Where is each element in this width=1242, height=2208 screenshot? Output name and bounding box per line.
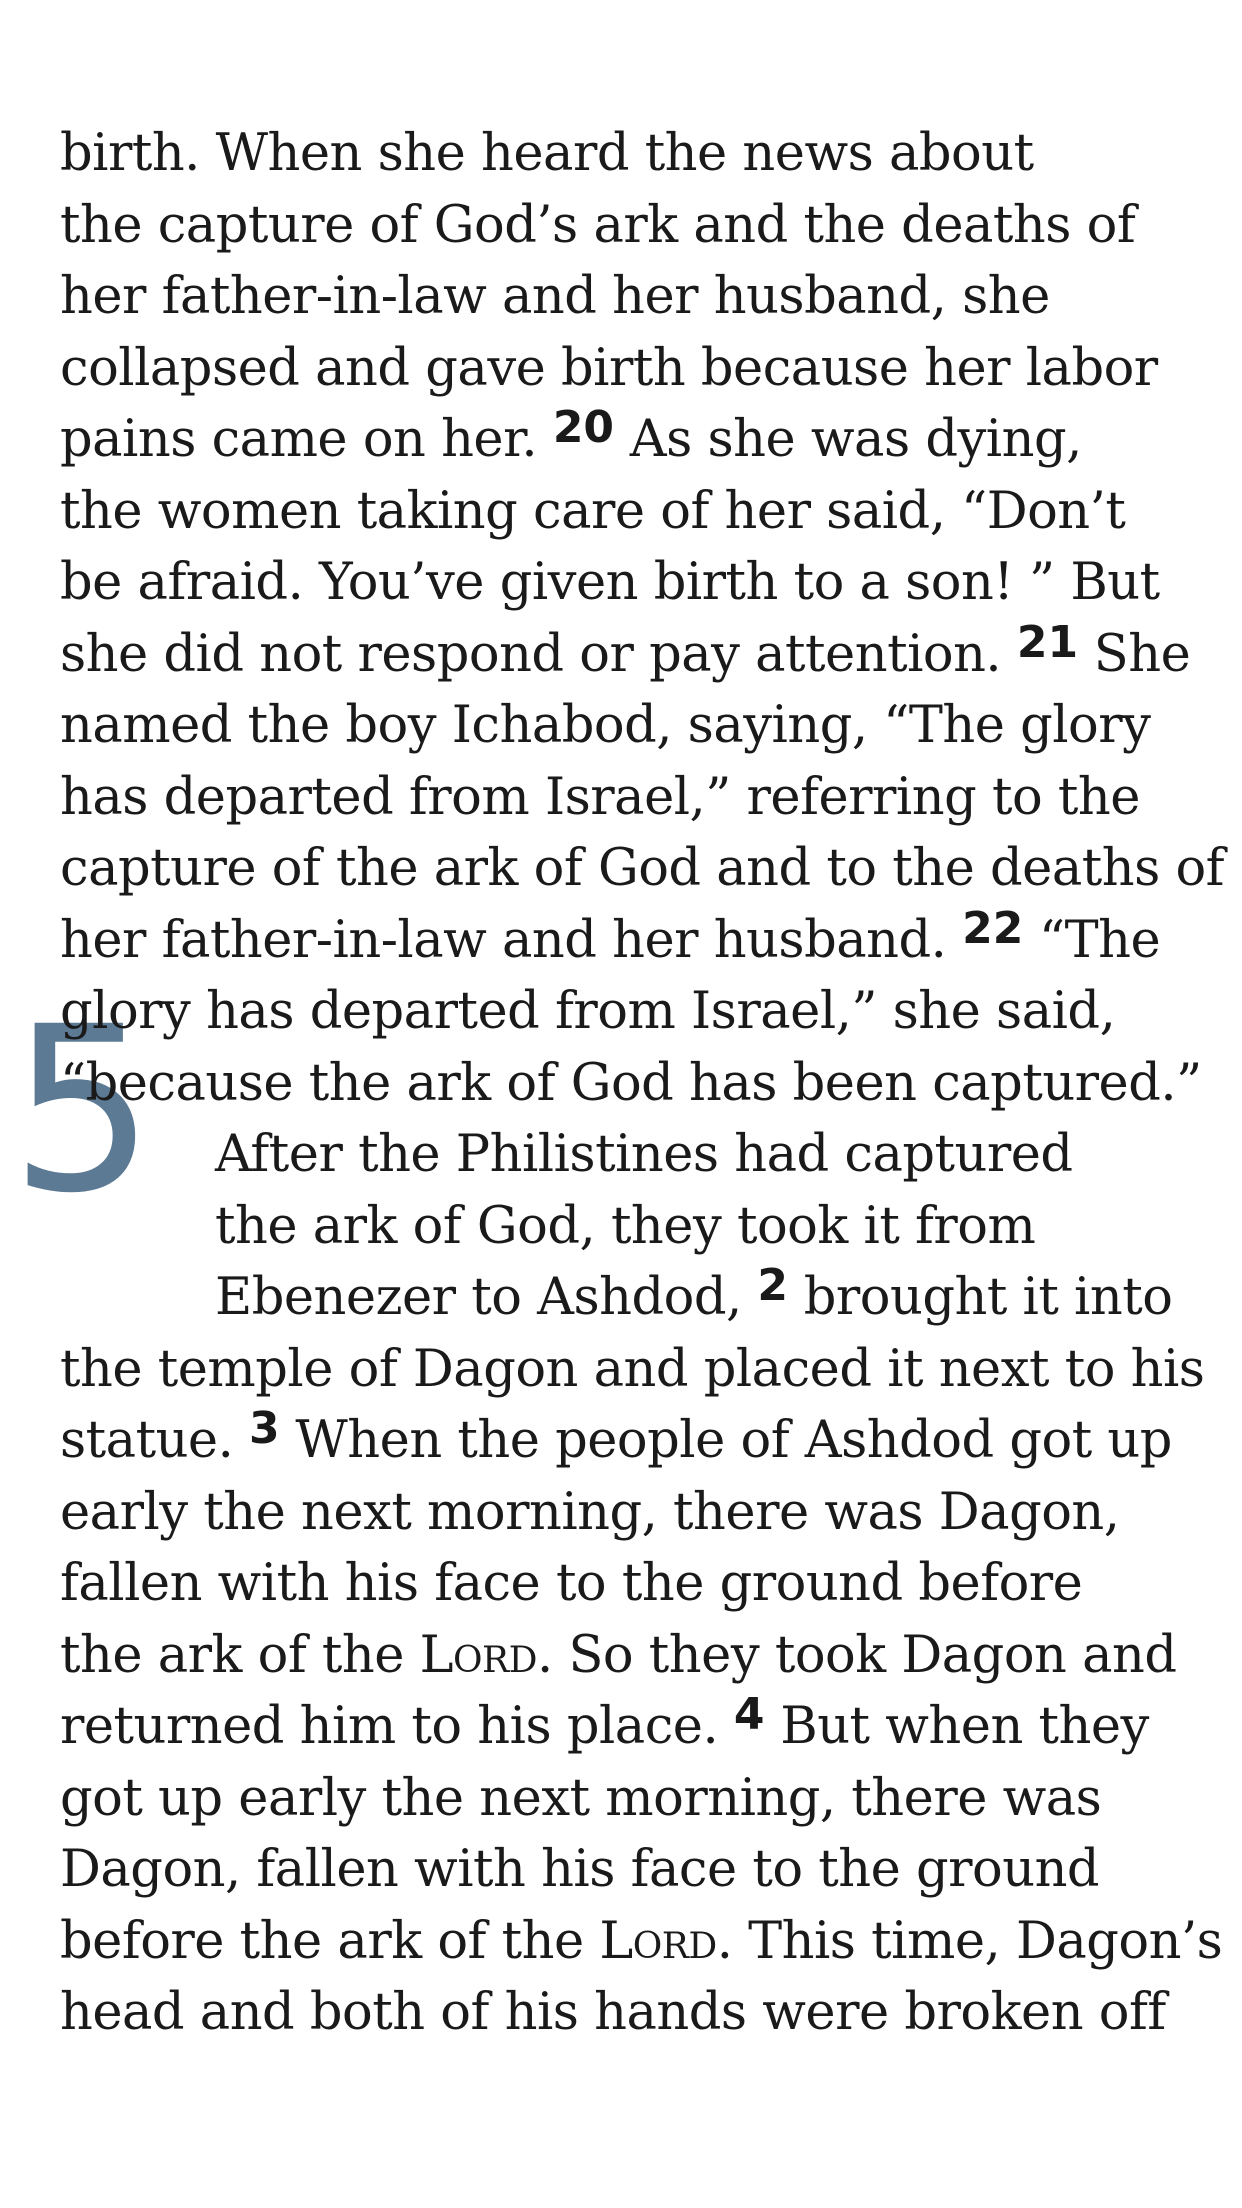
text-segment: statue. [60, 1411, 250, 1470]
text-line [60, 690, 1190, 762]
text-line [60, 762, 1190, 834]
verse-number: 4 [733, 1689, 765, 1740]
text-line [60, 1262, 1190, 1334]
text-line [60, 1477, 1190, 1549]
text-segment: before the ark of the [60, 1911, 600, 1971]
verse-number: 21 [1016, 616, 1079, 668]
text-line [60, 190, 1190, 262]
text-segment: fallen with his face to the ground before [60, 1554, 1083, 1613]
chapter-number-dropcap: 5 [10, 977, 156, 1243]
text-segment: named the boy Ichabod, saying, “The glory [60, 696, 1151, 755]
text-segment: She [1078, 624, 1191, 684]
text-segment: head and both of his hands were broken off [60, 1983, 1166, 2042]
text-line [60, 1834, 1190, 1906]
text-line [60, 261, 1190, 333]
text-segment: “The [1023, 910, 1161, 970]
text-segment: birth. When she heard the news about [60, 124, 1034, 183]
text-segment: When the people of Ashdod got up [279, 1411, 1172, 1470]
text-line [60, 1691, 1190, 1763]
text-segment: But when they [764, 1697, 1149, 1756]
text-line [60, 1405, 1190, 1477]
text-line [60, 1548, 1190, 1620]
text-line [60, 1763, 1190, 1835]
text-segment: glory has departed from Israel,” she said, [60, 982, 1116, 1041]
text-segment: got up early the next morning, there was [60, 1768, 1102, 1828]
text-line [60, 1620, 1190, 1692]
text-segment: . This time, Dagon’s [716, 1911, 1223, 1971]
text-segment: the ark of God, they took it from [215, 1196, 1036, 1256]
text-segment: her father-in-law and her husband, she [60, 267, 1050, 326]
scripture-text [60, 118, 1225, 2049]
text-segment: brought it into [788, 1268, 1173, 1327]
text-segment: the temple of Dagon and placed it next to his [60, 1339, 1205, 1399]
text-segment: has departed from Israel,” referring to the [60, 767, 1140, 827]
text-segment: early the next morning, there was Dagon, [60, 1482, 1120, 1542]
text-segment: As she was dying, [614, 410, 1082, 469]
text-line [60, 1977, 1190, 2049]
text-line [60, 1906, 1223, 1978]
text-line [60, 1119, 1190, 1191]
text-segment: the ark of the [60, 1625, 420, 1685]
verse-number: 2 [757, 1260, 789, 1311]
text-segment: “because the ark of God has been captured.” [60, 1053, 1202, 1113]
text-segment: Dagon, fallen with his face to the ground [60, 1840, 1100, 1899]
text-segment: the women taking care of her said, “Don’t [60, 481, 1126, 541]
text-segment: . So they took Dagon and [537, 1625, 1177, 1685]
text-segment: collapsed and gave birth because her labor [60, 338, 1158, 398]
text-segment: pains came on her. [60, 410, 553, 469]
text-segment: returned him to his place. [60, 1697, 734, 1756]
text-line [60, 833, 1225, 905]
text-line [60, 1334, 1205, 1406]
verse-number: 3 [249, 1403, 280, 1454]
text-segment: Ebenezer to Ashdod, [215, 1268, 758, 1327]
text-segment: After the Philistines had captured [215, 1125, 1073, 1184]
text-line [60, 476, 1190, 548]
text-segment: her father-in-law and her husband. [60, 910, 963, 970]
verse-number: 22 [962, 902, 1024, 954]
text-segment: the capture of God’s ark and the deaths of [60, 195, 1136, 255]
text-line [60, 547, 1190, 619]
text-line [60, 1191, 1190, 1263]
text-line [60, 333, 1190, 405]
text-line [60, 118, 1190, 190]
divine-name: Lord [599, 1911, 717, 1971]
text-segment: capture of the ark of God and to the deaths of [60, 839, 1225, 898]
divine-name: Lord [419, 1625, 538, 1685]
text-line [60, 404, 1190, 476]
text-segment: she did not respond or pay attention. [60, 624, 1017, 684]
text-line [60, 902, 1190, 977]
text-line [60, 976, 1190, 1048]
text-line [60, 1048, 1202, 1120]
verse-number: 20 [552, 402, 615, 453]
text-line [60, 616, 1191, 691]
text-segment: be afraid. You’ve given birth to a son! ” But [60, 553, 1160, 612]
